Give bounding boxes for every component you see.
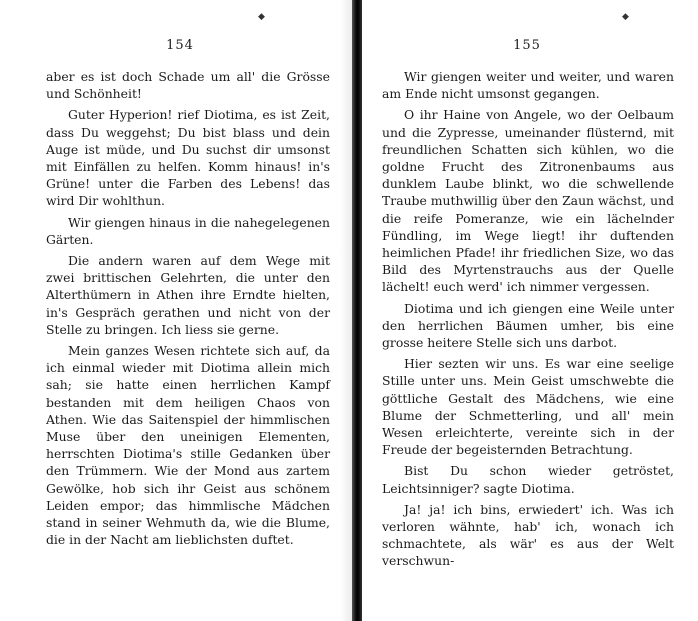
ink-mark: ◆ [258, 12, 265, 22]
right-page [362, 0, 698, 621]
paragraph: Hier sezten wir uns. Es war eine seelige Stille unter uns. Mein Geist umschwebte die göttliche Gestalt des Mädchens, wie eine Blume der Schmetterling, und all' mein Wesen erleichterte, vereinte sich in der Freude der begeisternden Betrachtung. [382, 356, 674, 458]
paragraph: Ja! ja! ich bins, erwiedert' ich. Was ich verloren wähnte, hab' ich, wonach ich schmachtete, als wär' es aus der Welt verschwun- [382, 501, 674, 569]
page-number: 155 [513, 38, 541, 53]
gutter-shadow [340, 0, 352, 621]
page-text [382, 68, 674, 570]
page-text [46, 68, 330, 548]
page-number: 154 [166, 38, 194, 53]
paragraph: Guter Hyperion! rief Diotima, es ist Zeit, dass Du weggehst; Du bist blass und dein Auge ist müde, und Du suchst dir umsonst mit Einfällen zu helfen. Komm hinaus! in's Grüne! unter die Farben des Lebens! das wird Dir wohlthun. [46, 107, 330, 209]
paragraph: Wir giengen weiter und weiter, und waren am Ende nicht umsonst gegangen. [382, 69, 674, 102]
paragraph: O ihr Haine von Angele, wo der Oelbaum und die Zypresse, umeinander flüsternd, mit freundlichen Schatten sich kühlen, wo die goldne Frucht des Zitronenbaums aus dunklem Laube blinkt, wo die schwellende Traube muthwillig über den Zaun wächst, und die reife Pomeranze, wie ein lächelnder Fündling, im Wege liegt! ihr duftenden heimlichen Pfade! ihr friedlichen Size, wo das Bild des Myrtenstrauchs aus der Quelle lächelt! euch werd' ich nimmer vergessen. [382, 107, 674, 295]
ink-mark: ◆ [622, 12, 629, 22]
paragraph: Wir giengen hinaus in die nahegelegenen Gärten. [46, 214, 330, 247]
paragraph: Mein ganzes Wesen richtete sich auf, da ich einmal wieder mit Diotima allein mich sah; sie hatte einen herrlichen Kampf bestanden mit dem heiligen Chaos von Athen. Wie das Saitenspiel der himmlischen Muse über den uneinigen Elementen, herrschten Diotima's stille Gedanken über den Trümmern. Wie der Mond aus zartem Gewölke, hob sich ihr Geist aus schönem Leiden empor; das himmlische Mädchen stand in seiner Wehmuth da, wie die Blume, die in der Nacht am lieblichsten duftet. [46, 343, 330, 548]
book-gutter [352, 0, 362, 621]
paragraph: Bist Du schon wieder getröstet, Leichtsinniger? sagte Diotima. [382, 463, 674, 496]
paragraph: aber es ist doch Schade um all' die Grösse und Schönheit! [46, 69, 330, 102]
paragraph: Die andern waren auf dem Wege mit zwei brittischen Gelehrten, die unter den Alterthümern in Athen ihre Erndte hielten, in's Gespräch gerathen und nicht von der Stelle zu bringen. Ich liess sie gerne. [46, 253, 330, 337]
paragraph: Diotima und ich giengen eine Weile unter den herrlichen Bäumen umher, bis eine grosse heitere Stelle sich uns darbot. [382, 300, 674, 351]
